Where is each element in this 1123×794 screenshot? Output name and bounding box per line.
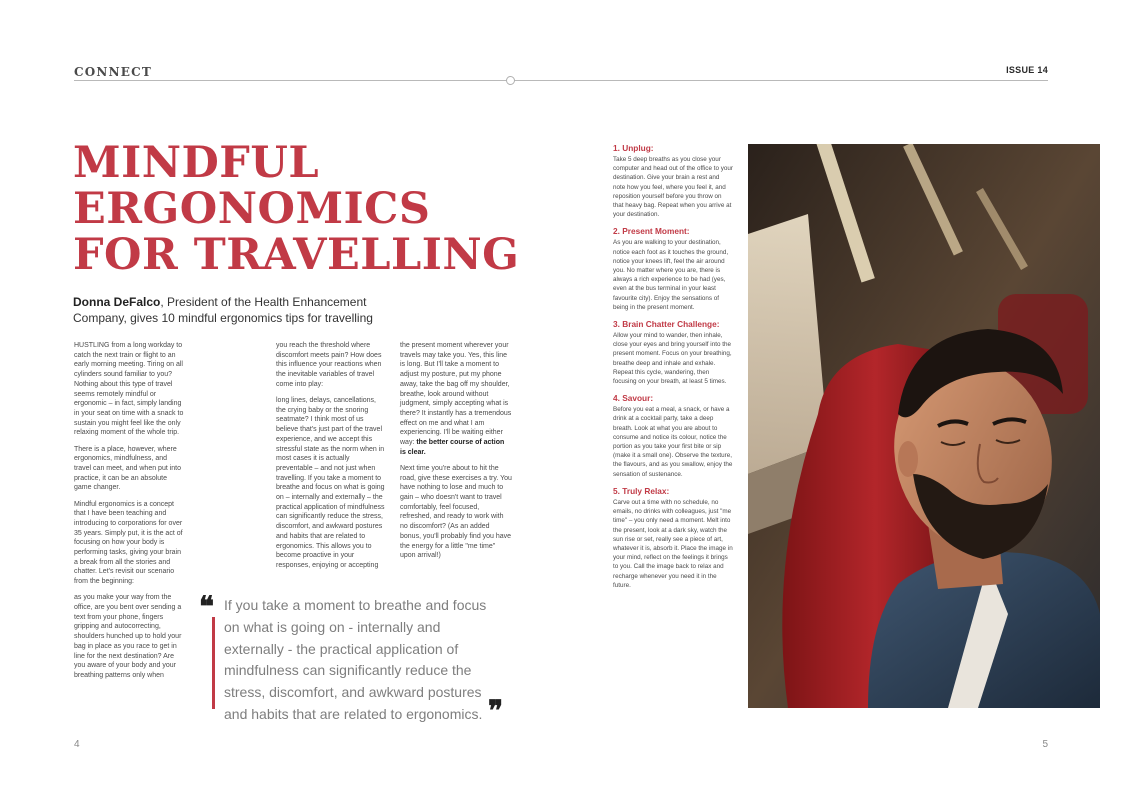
pull-quote	[199, 590, 519, 727]
tip-heading: 5. Truly Relax:	[613, 485, 670, 496]
traveller-photo-illustration	[748, 144, 1100, 708]
body-paragraph: Next time you're about to hit the road, give these exercises a try. You have nothing to lose and much to gain – who doesn't want to travel comfortably, feel focused, refreshed, and ready to work with no discomfort? (As an added bonus, you'll probably find you have the energy for a little "me time" upon arrival!)	[400, 464, 512, 560]
body-column-2	[276, 341, 386, 571]
tip-heading: 1. Unplug:	[613, 143, 654, 153]
body-column-3	[400, 341, 512, 561]
title-line: ERGONOMICS	[73, 184, 431, 234]
tip-heading: 3. Brain Chatter Challenge:	[613, 319, 720, 330]
tip-body: Allow your mind to wander, then inhale, close your eyes and bring yourself into the present moment. Focus on your breathing, breathe deep and inhale and exhale. Repeat this cycle, wandering, then focusing on your breath, at least 5 times.	[613, 332, 732, 386]
title-line: FOR TRAVELLING	[73, 230, 520, 280]
title-line: MINDFUL	[73, 138, 320, 188]
body-text: the present moment wherever your travels may take you. Yes, this line is long. But I'll take a moment to adjust my posture, put my phone away, take the bag off my shoulder, breathe, look around without judgment, simply accepting what is there? It instantly has a tremendous effect on me and what I am experiencing. I'll be waiting either way:	[400, 342, 512, 447]
body-paragraph: There is a place, however, where ergonomics, mindfulness, and travel can meet, and when put into practice, it can be an absolute game changer.	[74, 445, 182, 492]
tip-item	[613, 393, 733, 479]
standfirst-text: , President of the Health Enhancement Company, gives 10 mindful ergonomics tips for travelling	[73, 295, 373, 325]
tip-item	[613, 486, 733, 590]
tips-column	[613, 143, 733, 597]
body-paragraph: long lines, delays, cancellations, the crying baby or the snoring seatmate? I think most of us believe that's just part of the travel experience, and we accept this stressful state as the norm when in most cases it is actually preventable – and not just when travelling. If you take a moment to breathe and focus on what is going on – internally and externally – the practical application of mindfulness can significantly reduce the stress, discomfort, and awkward postures and habits that are related to ergonomics. This allows you to become proactive in your responses, enjoying or accepting	[276, 397, 385, 569]
issue-label: ISSUE 14	[1006, 65, 1048, 75]
tip-heading: 2. Present Moment:	[613, 226, 690, 237]
body-column-1	[74, 341, 184, 681]
pull-quote-text: If you take a moment to breathe and focus on what is going on - internally and externally - the practical application of mindfulness can significantly reduce the stress, discomfort, and awkward postures and habits that are related to ergonomics.	[224, 597, 487, 722]
traveller-photo	[748, 144, 1100, 708]
body-emphasis: the better course of action is clear.	[400, 439, 505, 456]
tip-body: Take 5 deep breaths as you close your computer and head out of the office to your destination. Give your brain a rest and note how you feel, where you feel it, and reposition yourself before you throw on that heavy bag. Repeat when you arrive at your destination.	[613, 156, 733, 219]
header-divider	[74, 80, 1048, 81]
tip-body: Carve out a time with no schedule, no emails, no drinks with colleagues, just "me time" – you only need a moment. Melt into the present, look at a dark sky, watch the sun rise or set, really see a piece of art, whatever it is, absorb it. Place the image in your mind, reflect on the feelings it brings to you. Call the image back to relax and recharge whenever you need it in the future.	[613, 498, 733, 589]
article-title	[73, 140, 533, 278]
open-quote-icon: ❝	[199, 590, 212, 623]
header-divider-dot	[506, 76, 515, 85]
article-standfirst	[73, 294, 393, 326]
tip-body: As you are walking to your destination, notice each foot as it touches the ground, notice your knees lift, feel the air around you. No matter where you are, there is always a rich experience to be had (yes, even at the bus terminal in your least favourite city). Enjoy the sensations of being in the present moment.	[613, 239, 729, 311]
body-paragraph: Mindful ergonomics is a concept that I have been teaching and introducing to corporations for over 35 years. Simply put, it is the act of focusing on how your body is performing tasks, giving your brain a break from all the stories and chatter. Let's revisit our scenario from the beginning:	[74, 500, 183, 586]
section-label: CONNECT	[74, 65, 152, 79]
tip-item	[613, 143, 733, 219]
body-paragraph: as you make your way from the office, are you bent over sending a text from your phone, fingers gripping and autocorrecting, shoulders hunched up to hold your bag in place as you race to get in line for the next destination? Are you aware of your body and your breathing patterns only when	[74, 594, 182, 679]
page-number-right: 5	[1042, 739, 1048, 750]
body-paragraph: HUSTLING from a long workday to catch the next train or flight to an early morning meeting. Tiring on all cylinders sound familiar to you? Nothing about this type of travel seems remotely mindful or ergonomic – in fact, simply landing in your seat on time with a snack to sustain you might feel like the only relaxing moment of the whole trip.	[74, 342, 184, 437]
body-paragraph: you reach the threshold where discomfort meets pain? How does this influence your reactions when the inevitable variables of travel come into play:	[276, 342, 382, 388]
tip-item	[613, 226, 733, 312]
tip-heading: 4. Savour:	[613, 393, 654, 404]
close-quote-icon: ❞	[488, 694, 501, 727]
body-paragraph	[400, 341, 512, 457]
page-number-left: 4	[74, 739, 80, 750]
tip-item	[613, 319, 733, 386]
pull-quote-accent-bar	[212, 617, 215, 709]
tip-body: Before you eat a meal, a snack, or have a drink at a cocktail party, take a deep breath. Look at what you are about to consume and notice its colour, notice the portion as you take your first bite or sip (make it a small one). Observe the texture, the flavours, and as you swallow, enjoy the sensation of sustenance.	[613, 406, 733, 478]
author-name: Donna DeFalco	[73, 295, 161, 309]
